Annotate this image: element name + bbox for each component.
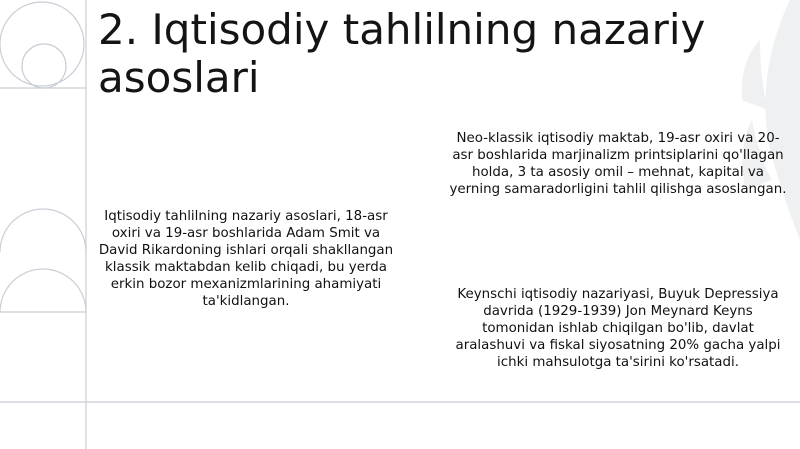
page-title: 2. Iqtisodiy tahlilning nazariy asoslari (98, 5, 706, 102)
text-block-keynesian: Keynschi iqtisodiy nazariyasi, Buyuk Depressiya davrida (1929-1939) Jon Meynard Keyns tomonidan ishlab chiqilgan bo'lib, davlat aralashuvi va fiskal siyosatning 20% gacha yalpi ichki mahsulotga ta'sirini ko'rsatadi. (455, 287, 781, 370)
decor-circle-small (22, 44, 66, 88)
text-block-neoclassical: Neo-klassik iqtisodiy maktab, 19-asr oxiri va 20-asr boshlarida marjinalizm printsiplarini qo'llagan holda, 3 ta asosiy omil – mehnat, kapital va yerning samaradorligini tahlil qilishga asoslangan. (449, 131, 787, 197)
decor-arch-upper (0, 209, 86, 252)
decor-arch-lower (0, 269, 86, 312)
text-block-classical: Iqtisodiy tahlilning nazariy asoslari, 18-asr oxiri va 19-asr boshlarida Adam Smit va David Rikardoning ishlari orqali shakllangan klassik maktabdan kelib chiqadi, bu yerda erkin bozor mexanizmlarining ahamiyati ta'kidlangan. (98, 209, 394, 309)
